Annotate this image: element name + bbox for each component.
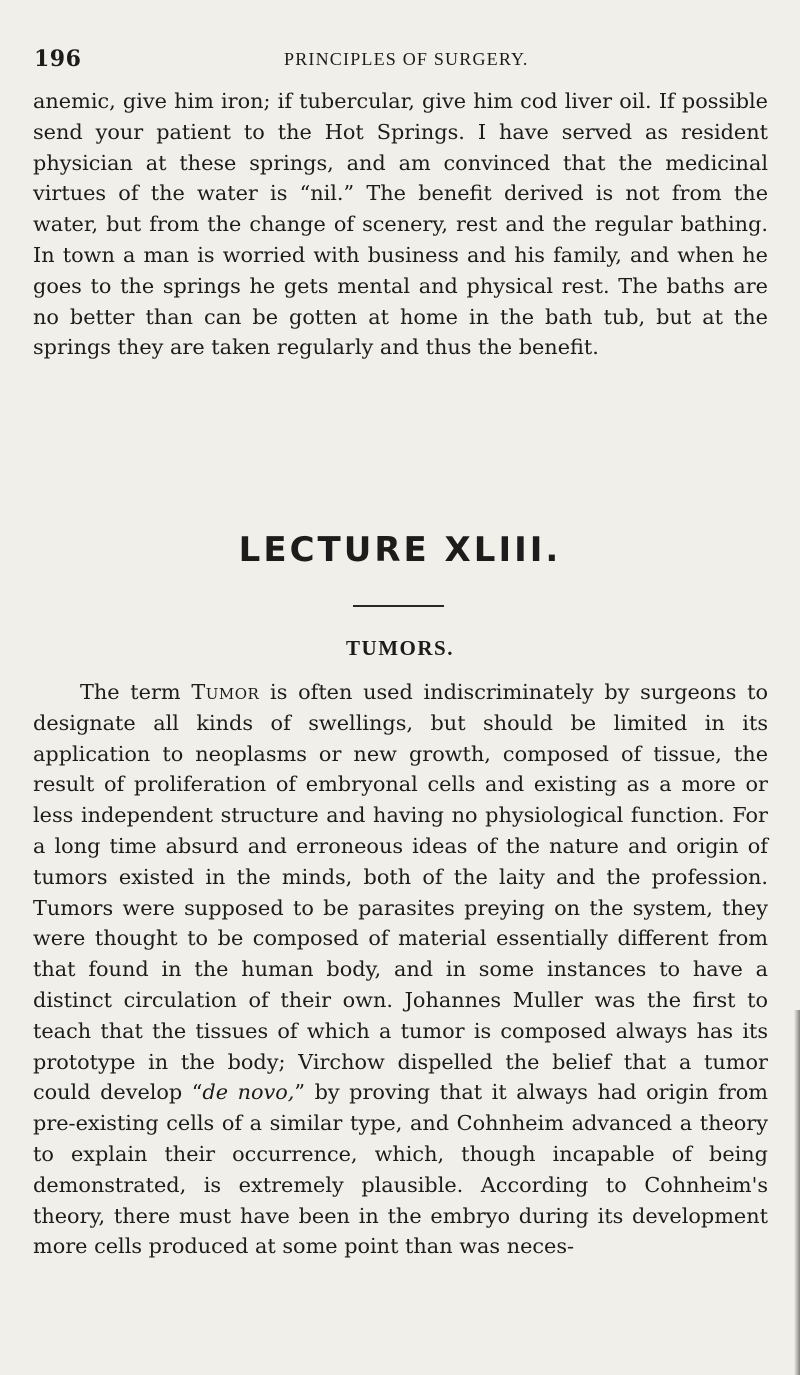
page-number: 196: [34, 46, 82, 72]
paragraph-text-a: is often used indiscriminately by surgeons to designate all kinds of swellings, but should be limited in its application to neoplasms or new growth, composed of tissue, the result of proliferation of embryonal cells and existing as a more or less independent structure and having no physiological function. For a long time absurd and erroneous ideas of the nature and origin of tumors existed in the minds, both of the laity and the profession. Tumors were supposed to be parasites preying on the system, they were thought to be composed of material essentially different from that found in the human body, and in some instances to have a distinct circulation of their own. Johannes Muller was the first to teach that the tissues of which a tumor is composed always has its prototype in the body; Virchow dispelled the belief that a tumor could develop “: [33, 680, 769, 1105]
lecture-heading: LECTURE XLIII.: [238, 530, 562, 570]
paragraph-text-b: ” by proving that it always had origin from pre-existing cells of a similar type, and Cohnheim advanced a theory to explain their occurrence, which, though incapable of being demonstrated, is extremely plausible. According to Cohnheim's theory, there must have been in the embryo during its development more cells produced at some point than was neces-: [33, 1080, 768, 1259]
paragraph-hot-springs: anemic, give him iron; if tubercular, give him cod liver oil. If possible send your patient to the Hot Springs. I have served as resident physician at these springs, and am convinced that the medicinal virtues of the water is “nil.” The benefit derived is not from the water, but from the change of scenery, rest and the regular bathing. In town a man is worried with business and his family, and when he goes to the springs he gets mental and physical rest. The baths are no better than can be gotten at home in the bath tub, but at the springs they are taken regularly and thus the benefit.: [33, 89, 768, 360]
running-head: [34, 46, 769, 76]
paragraph-intro: The term: [80, 680, 192, 704]
running-title: PRINCIPLES OF SURGERY.: [284, 49, 529, 69]
term-tumor: Tumor: [191, 680, 260, 704]
paragraph-tumors: [33, 677, 768, 1262]
italic-phrase: de novo,: [202, 1080, 295, 1105]
heading-divider: [353, 605, 444, 607]
page-edge-shadow: [794, 1010, 800, 1375]
section-title: TUMORS.: [346, 636, 454, 660]
